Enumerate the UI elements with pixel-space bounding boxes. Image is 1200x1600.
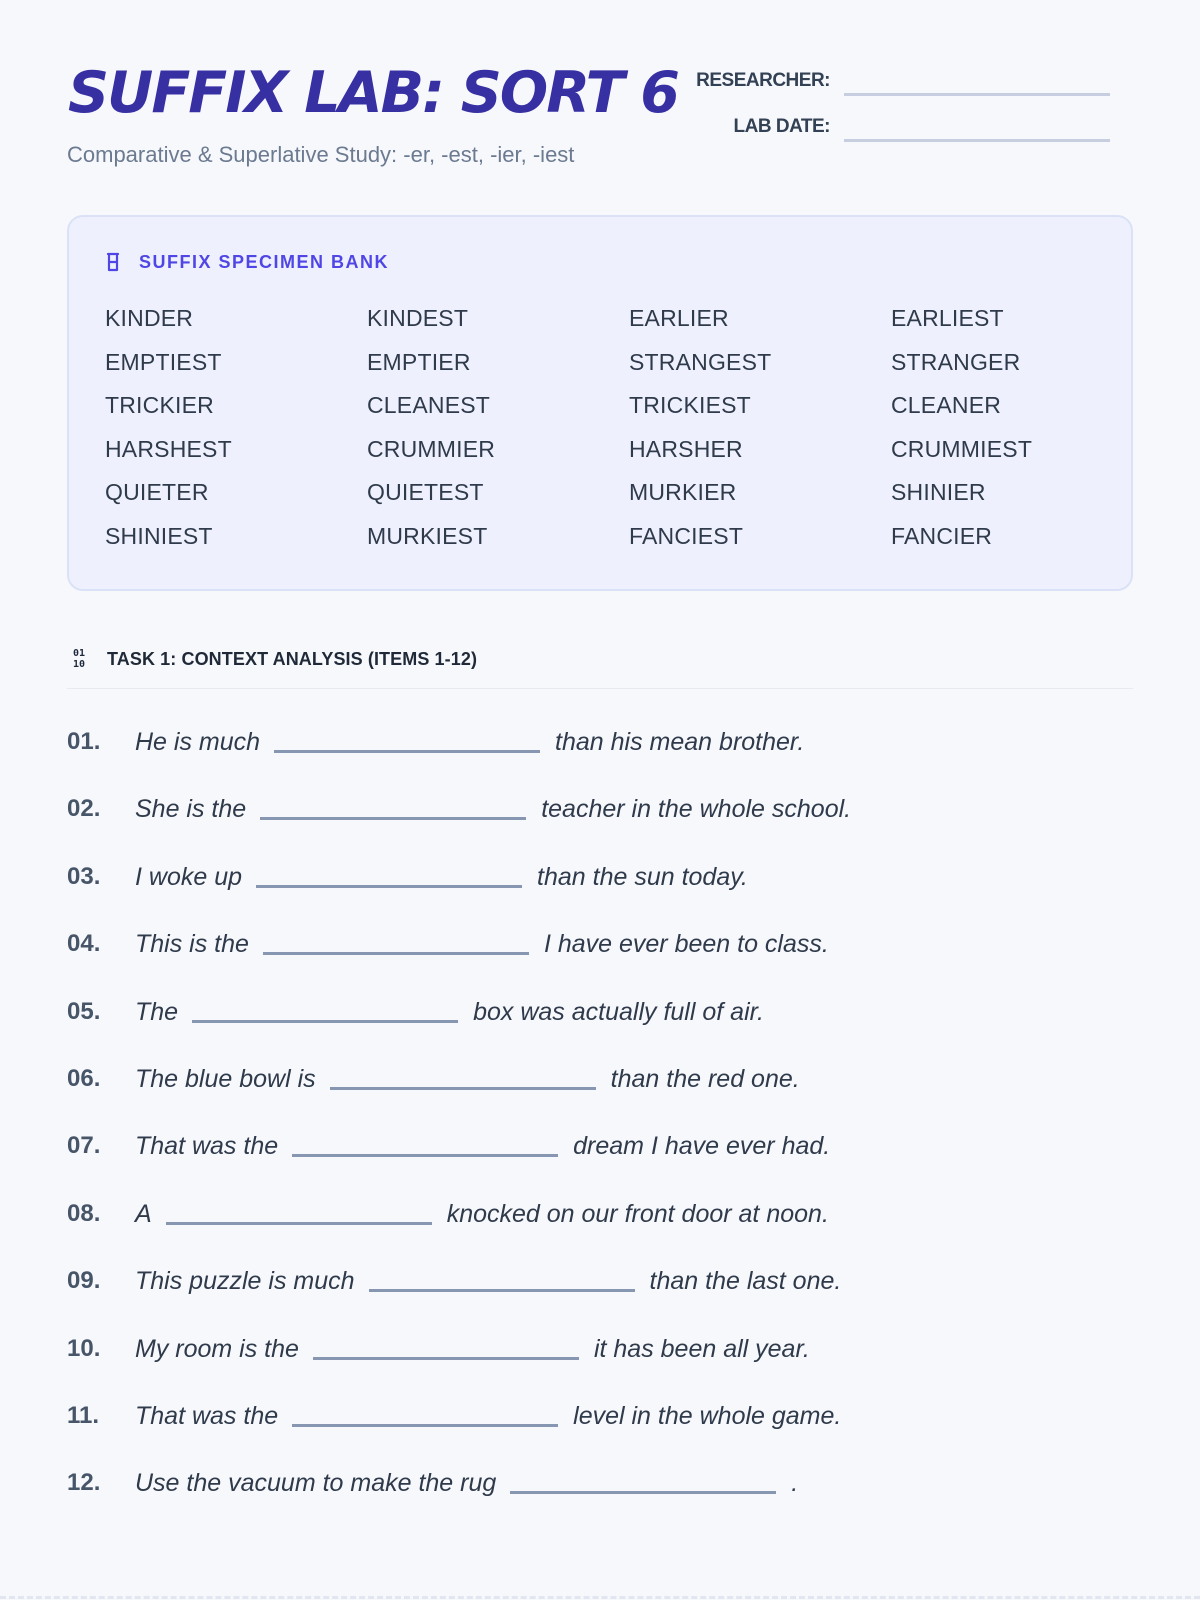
word-bank-word: TRICKIER [105, 392, 214, 418]
item-number: 02. [67, 795, 101, 823]
item-number: 05. [67, 997, 101, 1025]
answer-blank[interactable] [292, 1424, 558, 1427]
list-item [67, 1335, 851, 1402]
item-sentence [135, 863, 748, 892]
answer-blank[interactable] [292, 1154, 558, 1157]
sentence-start: This is the [135, 930, 249, 959]
item-sentence [135, 1402, 841, 1431]
list-item [67, 1402, 851, 1469]
sentence-end: knocked on our front door at noon. [446, 1199, 829, 1228]
answer-blank[interactable] [263, 952, 529, 955]
item-sentence [135, 998, 764, 1027]
sentence-end: level in the whole game. [573, 1401, 842, 1430]
answer-blank[interactable] [510, 1491, 776, 1494]
list-item [67, 1065, 851, 1132]
sentence-start: The [135, 997, 179, 1026]
item-number: 04. [67, 930, 101, 958]
item-sentence [135, 728, 804, 757]
researcher-field[interactable] [844, 93, 1110, 96]
word-bank-word: TRICKIEST [629, 392, 751, 418]
item-number: 03. [67, 862, 101, 890]
list-item [67, 728, 851, 795]
sentence-end: than the last one. [649, 1267, 842, 1296]
lab-date-label: LAB DATE: [733, 116, 830, 137]
item-number: 10. [67, 1334, 101, 1362]
item-number: 09. [67, 1267, 101, 1295]
word-bank-word: STRANGER [891, 348, 1021, 375]
answer-blank[interactable] [166, 1222, 432, 1225]
word-bank-word: MURKIER [629, 479, 737, 505]
item-sentence [135, 1469, 798, 1498]
sentence-start: I woke up [135, 862, 243, 891]
beaker-icon [105, 251, 121, 273]
sentence-end: than the red one. [610, 1064, 800, 1093]
item-number: 11. [67, 1401, 100, 1429]
item-number: 12. [67, 1469, 101, 1497]
word-bank [67, 215, 1133, 591]
list-item [67, 930, 851, 997]
sentence-start: That was the [135, 1132, 279, 1161]
divider [67, 688, 1133, 689]
list-item [67, 1267, 851, 1334]
researcher-row [696, 70, 1110, 92]
sentence-start: He is much [135, 728, 261, 756]
item-sentence [135, 1065, 800, 1094]
binary-icon: 01 10 [72, 648, 86, 670]
answer-blank[interactable] [330, 1087, 596, 1090]
sentence-start: She is the [135, 795, 247, 824]
answer-blank[interactable] [256, 885, 522, 888]
sentence-end: . [791, 1469, 799, 1498]
page-title: SUFFIX LAB: SORT 6 [68, 60, 678, 126]
sentence-end: than the sun today. [537, 862, 748, 891]
page-subtitle: Comparative & Superlative Study: -er, -est, -ier, -iest [67, 142, 575, 167]
word-bank-word: QUIETEST [367, 479, 484, 505]
word-bank-word: CLEANER [891, 392, 1002, 418]
list-item [67, 1200, 851, 1267]
sentence-start: My room is the [135, 1334, 299, 1363]
list-item [67, 863, 851, 930]
word-bank-word: CRUMMIER [367, 435, 496, 462]
page-edge-divider [0, 1596, 1200, 1599]
word-bank-header [105, 251, 389, 273]
sentence-end: dream I have ever had. [573, 1132, 831, 1161]
task-title: TASK 1: CONTEXT ANALYSIS (ITEMS 1-12) [107, 648, 478, 669]
answer-blank[interactable] [313, 1357, 579, 1360]
item-number: 01. [67, 728, 101, 755]
word-bank-word: HARSHEST [105, 435, 232, 462]
sentence-start: The blue bowl is [135, 1064, 316, 1093]
sentence-start: A [135, 1199, 152, 1228]
word-bank-word: EMPTIEST [105, 348, 222, 375]
word-bank-word: SHINIER [891, 479, 986, 505]
answer-blank[interactable] [274, 750, 540, 753]
answer-blank[interactable] [369, 1289, 635, 1292]
item-sentence [135, 795, 851, 824]
answer-blank[interactable] [192, 1020, 458, 1023]
task-header [70, 648, 477, 670]
sentence-end: I have ever been to class. [543, 930, 829, 959]
word-bank-word: CLEANEST [367, 392, 491, 418]
sentence-end: box was actually full of air. [473, 997, 764, 1026]
word-bank-word: MURKIEST [367, 522, 488, 549]
word-bank-word: HARSHER [629, 435, 743, 462]
item-number: 07. [67, 1132, 101, 1160]
item-number: 06. [67, 1064, 101, 1092]
word-bank-word: QUIETER [105, 479, 209, 505]
word-bank-title: SUFFIX SPECIMEN BANK [139, 251, 390, 272]
item-number: 08. [67, 1199, 101, 1227]
sentence-end: teacher in the whole school. [541, 795, 852, 824]
lab-date-field[interactable] [844, 139, 1110, 142]
word-bank-word: STRANGEST [629, 348, 772, 375]
word-bank-word: KINDEST [367, 305, 469, 331]
researcher-label: RESEARCHER: [696, 70, 830, 91]
sentence-start: Use the vacuum to make the rug [135, 1469, 497, 1498]
item-sentence [135, 1200, 829, 1229]
sentence-end: than his mean brother. [555, 728, 805, 756]
sentence-start: This puzzle is much [135, 1267, 355, 1296]
item-sentence [135, 1132, 830, 1161]
item-sentence [135, 930, 829, 959]
word-bank-word: SHINIEST [105, 522, 213, 549]
lab-date-row [734, 116, 1110, 138]
item-sentence [135, 1267, 841, 1296]
word-bank-word: FANCIEST [629, 522, 744, 549]
list-item [67, 1469, 851, 1536]
item-list [67, 728, 851, 1537]
answer-blank[interactable] [260, 817, 526, 820]
sentence-end: it has been all year. [593, 1334, 810, 1363]
list-item [67, 795, 851, 862]
word-bank-word: KINDER [105, 305, 194, 331]
item-sentence [135, 1335, 810, 1364]
word-bank-grid [105, 305, 1153, 566]
word-bank-word: EARLIEST [891, 305, 1004, 331]
list-item [67, 998, 851, 1065]
word-bank-word: CRUMMIEST [891, 435, 1033, 462]
list-item [67, 1132, 851, 1199]
word-bank-word: EARLIER [629, 305, 729, 331]
word-bank-word: FANCIER [891, 522, 993, 549]
word-bank-word: EMPTIER [367, 348, 471, 375]
sentence-start: That was the [135, 1401, 279, 1430]
